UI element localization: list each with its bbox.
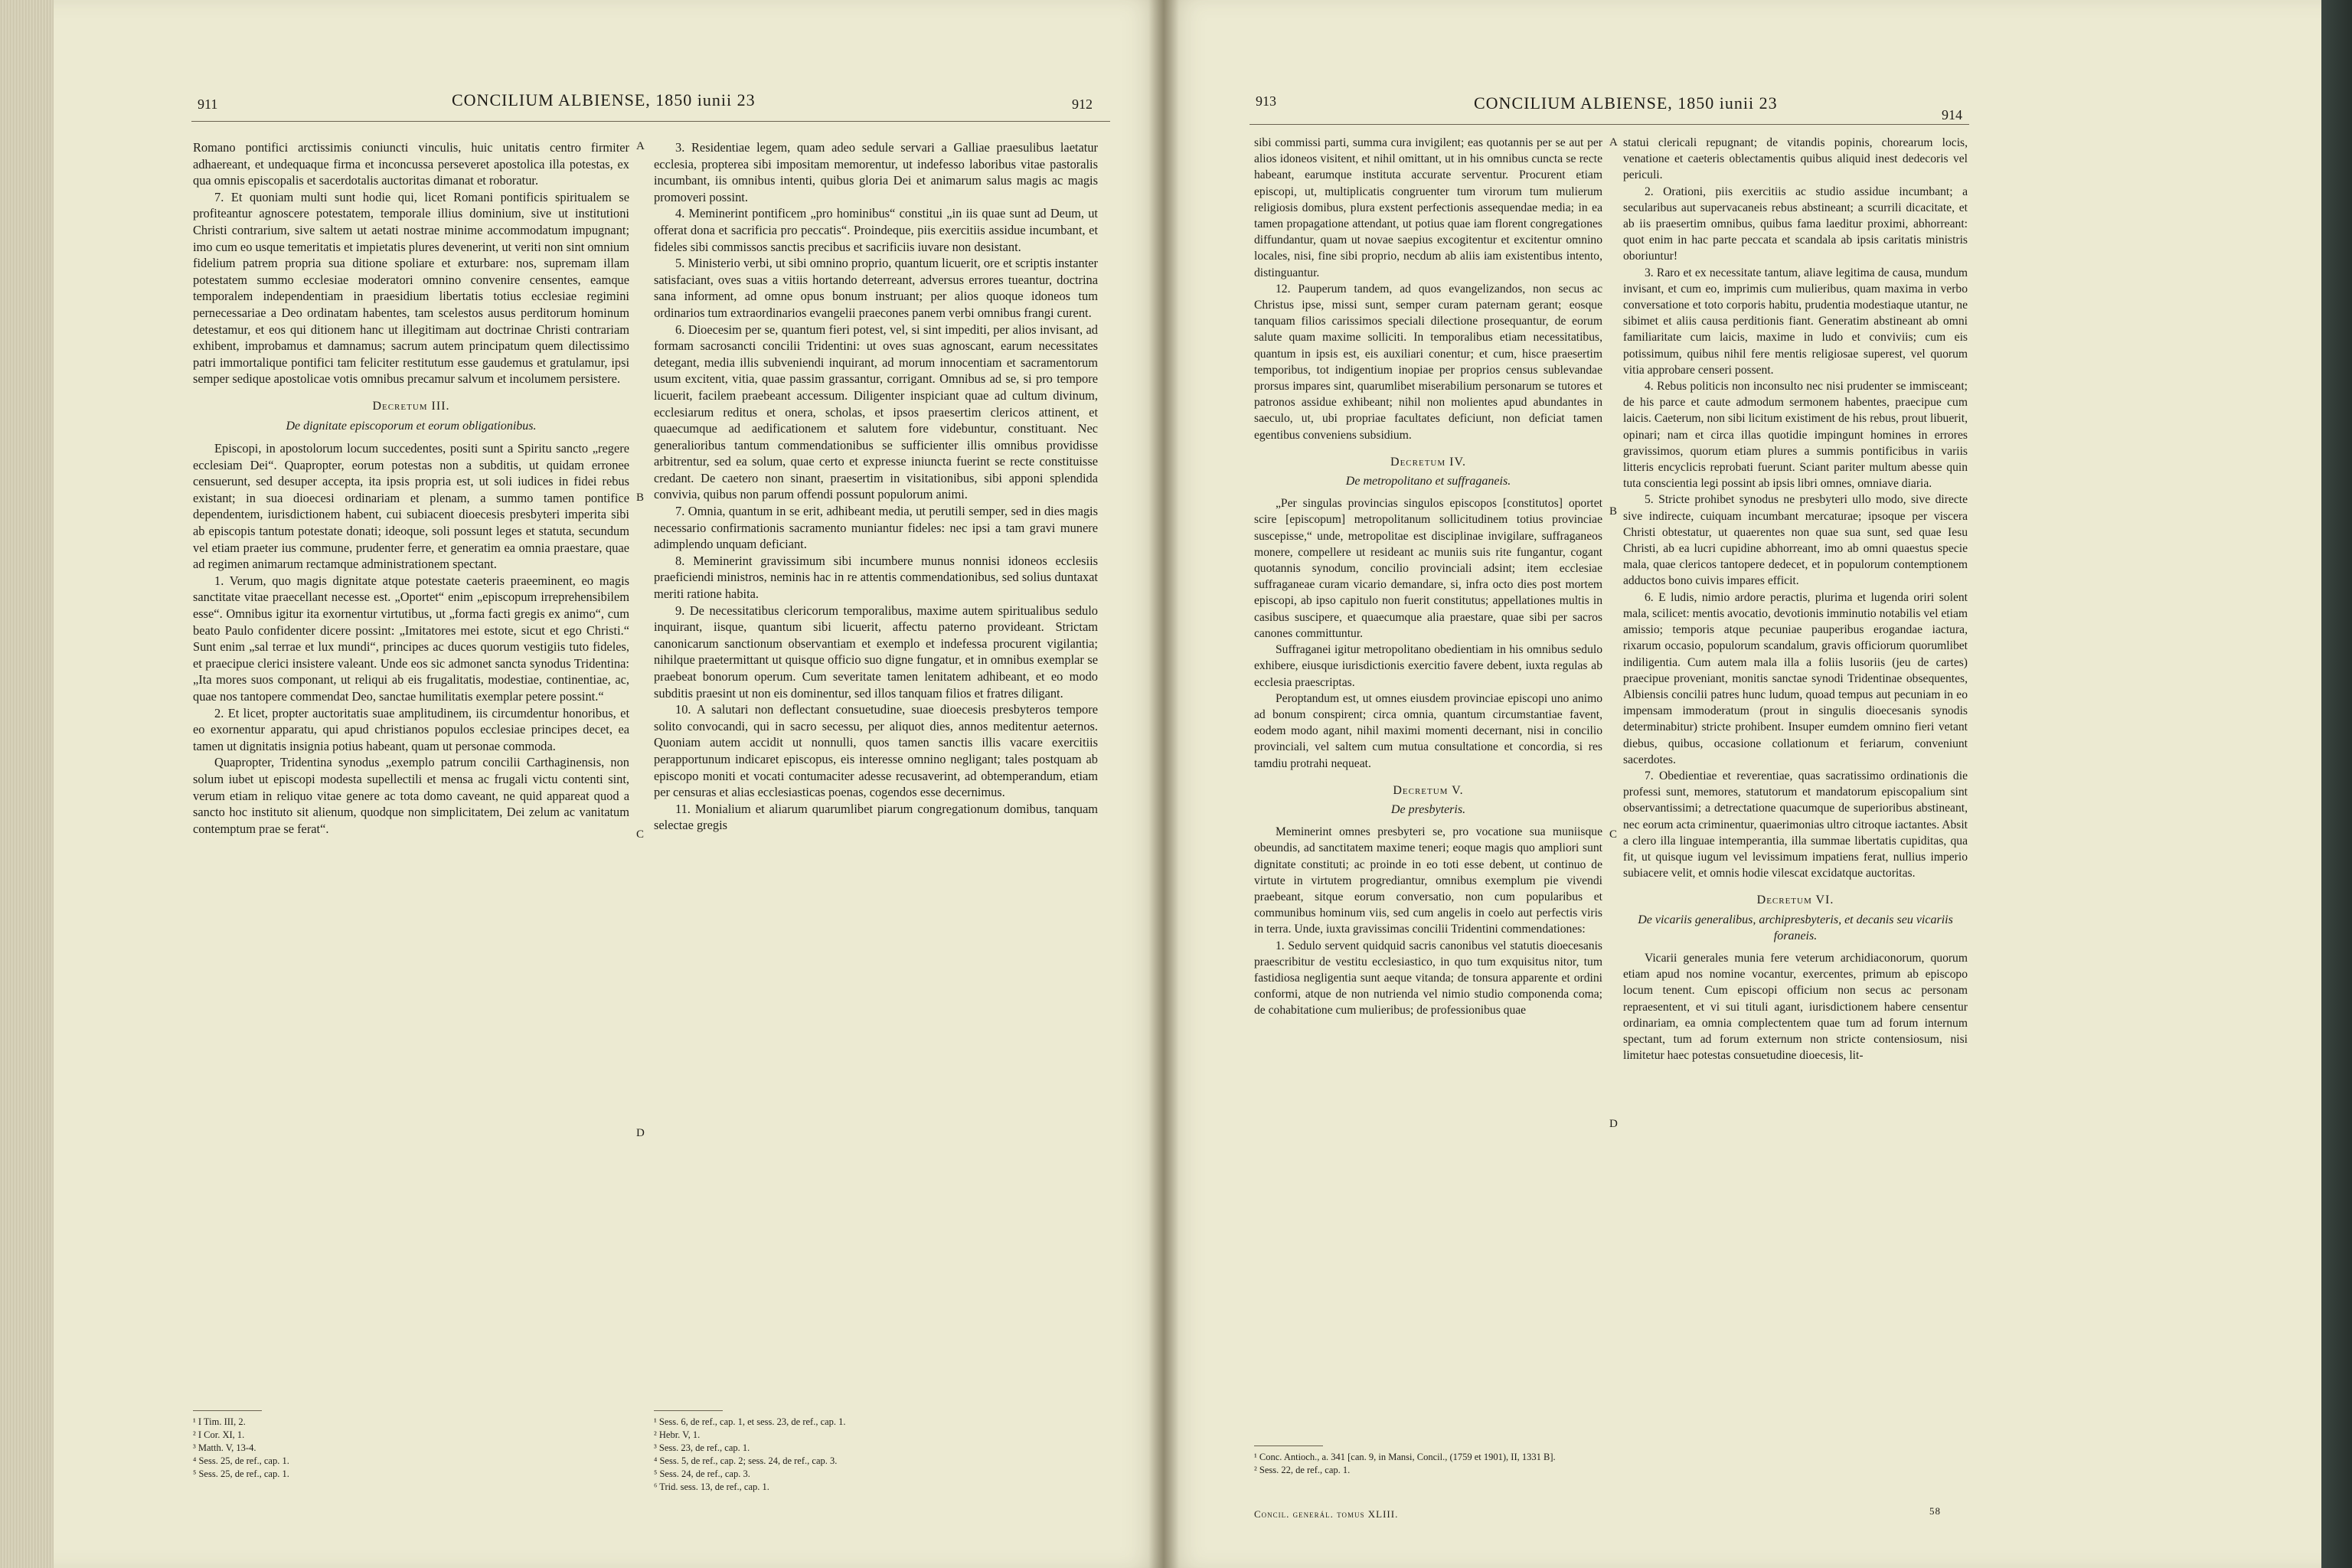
paragraph: „Per singulas provincias singulos episcopos [constitutos] oportet scire [episcopum] metropolitanum sollicitudinem totius provinciae suscepisse,“ unde, metropolitae est disciplinae invigilare, suffraganeos monere, compellere ut resideant ac muniis suis rite fungantur, cogant quotannis synodum, concilio provinciali adsint; item ecclesiae suffraganeae curam vicario demandare, si, infra octo dies post mortem episcopi, ab ipso capitulo non fuerit constitutus; appellationes multis in casibus suscipere, et quaecumque alia praestare, quae sibi per sacros canones committuntur. (1254, 497, 1602, 640)
left-page (54, 0, 1164, 1568)
decree-title: Decretum III. (372, 399, 450, 413)
decree-subtitle: De vicariis generalibus, archipresbyteris, et decanis seu vicariis foraneis. (1638, 913, 1953, 942)
paragraph: 7. Obedientiae et reverentiae, quas sacratissimo ordinationis die professi sunt, memores, statutorum et mandatorum episcopalium sint observantissimi; a detrectatione quacumque de superioribus abstineant, nec eorum acta criminentur, quaerimonias ultro citroque iactantes. Absit a clero illa linguae intemperantia, illa summae libertatis cupiditas, qua fit, ut quisque iugum vel levissimum impatiens ferat, nullius imperio subiacere velit, et omnis hodie vilescat excidatque auctoritas. (1623, 769, 1968, 880)
running-head-left: CONCILIUM ALBIENSE, 1850 iunii 23 (452, 90, 756, 109)
decree-subtitle: De dignitate episcoporum et eorum obligationibus. (286, 419, 537, 433)
paragraph: 11. Monialium et aliarum quarumlibet piarum congregationum domibus, tanquam selectae gregis (654, 801, 1098, 833)
paragraph: 4. Rebus politicis non inconsulto nec nisi prudenter se immisceant; de his parce et caute admodum sermonem habentes, praecipue cum laicis. Caeterum, non sibi licitum existiment de his rebus, prout libuerit, opinari; nam et circa illas quotidie impingunt homines in errores gravissimos, quorum etiam plures a summis pontificibus in variis litteris encyclicis reprobati fuerunt. Sciant pariter multum abesse quin tuta conscientia legi possint ab ipsis libri omnes, omniave diaria. (1623, 380, 1968, 491)
footnote: ² Hebr. V, 1. (654, 1429, 701, 1440)
margin-letter-a: A (636, 140, 645, 152)
header-rule (191, 121, 1110, 122)
paragraph: 10. A salutari non deflectant consuetudine, suae dioecesis presbyteros tempore solito convocandi, qui in sacro secessu, per aliquot dies, annos meditentur aeternos. Quoniam autem accidit ut nonnulli, quos tamen sanctis illis vacare exercitiis perapportunum indicaret episcopus, eis interesse omnino negligant; tales postquam ab episcopo moniti et vocati contumaciter adesse recusaverint, ad obtemperandum, etiam per censuras et alias ecclesiasticas poenas, cogendos esse decernimus. (654, 702, 1098, 800)
decree-title: Decretum VI. (1756, 893, 1834, 907)
page-number-912: 912 (1072, 96, 1093, 112)
footnote: ⁴ Sess. 5, de ref., cap. 2; sess. 24, de ref., cap. 3. (654, 1455, 838, 1466)
paragraph: statui clericali repugnant; de vitandis popinis, chorearum locis, venatione et caeteris oblectamentis quibus aliquid inest dedecoris vel periculi. (1623, 136, 1968, 182)
footnote-separator (193, 1410, 262, 1411)
footnote: ⁶ Trid. sess. 13, de ref., cap. 1. (654, 1481, 769, 1492)
footnote: ⁵ Sess. 25, de ref., cap. 1. (193, 1468, 289, 1479)
paragraph: 6. Dioecesim per se, quantum fieri potest, vel, si sint impediti, per alios invisant, ad formam sacrosancti concilii Tridentini: ut oves suas agnoscant, earum necessitates detegant, media illis subveniendi inquirant, ad morum innocentiam et sacramentorum usum excitent, vitia, quae passim grassantur, corrigant. Omnibus ad se, si pro tempore licuerit, facilem praebeant accessum. Diligenter inspiciant quae ad cultum divinum, ecclesiarum reditus et onera, scholas, et ipsos praesertim clericos attinent, et quaecumque ad aedificationem et salutem fore videbuntur, constituant. Nec generalioribus tantum commendationibus se sufficienter illis omnibus providisse arbitrentur, sed ea solum, quae certo et expresse iniuncta fuerint se recte constituisse credant. De caetero non sinant, praesertim in visitationibus, sibi apponi splendida convivia, quibus non parum offendi possunt populorum animi. (654, 322, 1098, 502)
footnote: ⁴ Sess. 25, de ref., cap. 1. (193, 1455, 289, 1466)
running-head-right: CONCILIUM ALBIENSE, 1850 iunii 23 (1474, 93, 1778, 113)
paragraph: Suffraganei igitur metropolitano obedientiam in his omnibus sedulo exhibere, eiusque iurisdictionis exercitio favere debent, iuxta regulas ab ecclesia praescriptas. (1254, 643, 1602, 689)
page-number-913: 913 (1256, 93, 1276, 109)
paragraph: sibi commissi parti, summa cura invigilent; eas quotannis per se aut per alios idoneos visitent, et nihil omittant, ut in his omnibus cuncta se recte habeant, earumque instituta accurate serventur. Procurent etiam episcopi, ut, multiplicatis congruenter tum virorum tum mulierum religiosis domibus, plura exstent perfectionis assequendae media; in ea tamen propagatione attendant, ut potius quae iam florent congregationes diffundantur, quam ut novae saepius excogitentur et excitentur omnino locales, nisi, fine sibi proprio, necdum ab aliis iam existentibus intento, distinguantur. (1254, 136, 1602, 279)
decree-subtitle: De presbyteris. (1390, 802, 1466, 816)
paragraph: Quapropter, Tridentina synodus „exemplo patrum concilii Carthaginensis, non solum iubet ut episcopi modesta supellectili et mensa ac frugali victu contenti sint, verum etiam in reliquo vitae genere ac tota domo caveant, ne quid appareat quod a sancto hoc instituto sit alienum, quodque non simplicitatem, Dei zelum ac vanitatum contemptum prae se ferat“. (193, 755, 629, 836)
footnotes-right-col-1 (1254, 1446, 1556, 1477)
paragraph: 7. Omnia, quantum in se erit, adhibeant media, ut perutili semper, sed in dies magis necessario confirmationis sacramento muniantur fideles: nec ipsi a tam gravi munere adimplendo unquam deficiant. (654, 504, 1098, 552)
paragraph: 12. Pauperum tandem, ad quos evangelizandos, non secus ac Christus ipse, missi sunt, semper curam paternam gerant; eosque tanquam filios carissimos speciali dilectione prosequantur, de eorum salute quam maxime solliciti. In temporalibus etiam necessitatibus, quantum in ipsis est, eis auxiliari conentur; et cum, hisce praesertim temporibus, tot indigentium inopiae per proprios census sublevandae prorsus impares sint, quarumlibet miserabilium personarum se tutores et patronos assidue exhibeant; nihil non molientes apud abundantes in saeculo, ut, ubi propriae facultates deficiunt, non deficiat tamen egentibus conveniens subsidium. (1254, 282, 1602, 442)
right-page-column-2 (1623, 135, 1968, 1498)
signature-line: Concil. generál. tomus XLIII. (1254, 1508, 1399, 1520)
paragraph: 7. Et quoniam multi sunt hodie qui, licet Romani pontificis spiritualem se profiteantur agnoscere potestatem, temporale illius dominium, sive ut institutioni Christi contrarium, sive saltem ut aetati nostrae minime accommodatum impugnant; imo cum eo usque temeritatis et impietatis plures devenerint, ut veriti non sint omnium fidelium patrem propria sua ditione spoliare et exturbare: nos, supremam illam potestatem summo ecclesiae moderatori omnino convenire censentes, eamque temporalem independentiam in praesidium libertatis totius ecclesiae regimini pernecessariae a Deo ordinatam habentes, tam scelestos ausus perditorum hominum detestamur, et eos qui ditionem hanc ut illegitimam aut doctrinae Christi contrariam exhibent, improbamus et damnamus; sacrum autem principatum quem dilectissimo patri immortalique pontifici tam feliciter restitutum esse gaudemus et gratulamur, ipsi semper sedique apostolicae votis omnibus precamur salvum et incolumem persistere. (193, 189, 629, 387)
paragraph: Vicarii generales munia fere veterum archidiaconorum, quorum etiam apud nos nomine vocantur, exercentes, primum ab episcopo locum tenent. Cum episcopi officium non secus ac personam repraesentent, et vi sui tituli agant, iurisdictionem habere censentur ordinariam, ea omnia complectentem quae tum ad forum internum spectant, tum ad forum externum non stricte contensiosum, nisi limitetur haec potestas consuetudine dioecesis, lit- (1623, 951, 1968, 1063)
paragraph: 1. Sedulo servent quidquid sacris canonibus vel statutis dioecesanis praescribitur de vestitu ecclesiastico, in quo tum exquisitus nitor, tum fastidiosa negligentia sunt aeque vitanda; de tonsura apparente et ordini conformi, atque de non nutrienda vel nimio studio componenda coma; de cohabitatione cum mulieribus; de professionibus quae (1254, 939, 1602, 1018)
paragraph: Romano pontifici arctissimis coniuncti vinculis, huic unitatis centro firmiter adhaereant, et undequaque firma et inconcussa perseveret apostolica illa potestas, ex qua omnis episcopalis et sacerdotalis auctoritas dimanat et roboratur. (193, 140, 629, 188)
page-number-914: 914 (1942, 107, 1962, 122)
paragraph: 8. Meminerint gravissimum sibi incumbere munus nonnisi idoneos ecclesiis praeficiendi ministros, neminis hac in re attentis commendationibus, sed solius duntaxat meriti ratione habita. (654, 553, 1098, 602)
footnotes-left-col-2 (654, 1410, 846, 1494)
header-rule (1250, 124, 1969, 125)
footnote: ¹ Sess. 6, de ref., cap. 1, et sess. 23, de ref., cap. 1. (654, 1416, 846, 1427)
right-page-column-1 (1254, 135, 1602, 1436)
footnote: ¹ Conc. Antioch., a. 341 [can. 9, in Mansi, Concil., (1759 et 1901), II, 1331 B]. (1254, 1452, 1556, 1462)
page-edges-right (2321, 0, 2352, 1568)
page-edges-left (0, 0, 54, 1568)
margin-letter-d: D (1609, 1118, 1618, 1130)
paragraph: 2. Orationi, piis exercitiis ac studio assidue incumbant; a secularibus aut supervacaneis rebus abstineant; a scurrili dicacitate, et ab iis praesertim omnibus, quibus fama laeditur proximi, abhorreant: quot enim in hac parte peccata et scandala ab ipsis caritatis ministris oboriuntur! (1623, 185, 1968, 263)
margin-letter-c: C (636, 828, 645, 841)
footnote: ³ Sess. 23, de ref., cap. 1. (654, 1442, 750, 1453)
decree-subtitle: De metropolitano et suffraganeis. (1345, 475, 1511, 488)
margin-letter-b: B (636, 492, 645, 504)
footnote: ¹ I Tim. III, 2. (193, 1416, 246, 1427)
book-gutter (1148, 0, 1179, 1568)
paragraph: 5. Ministerio verbi, ut sibi omnino proprio, quantum licuerit, ore et scriptis instanter satisfaciant, oves suas a vitiis hortando deterreant, adversus errores tueantur, doctrina sana informent, ad omne opus bonum instruant; per alios quoque idoneos tum ordinarios tum extraordinarios evangelii praecones panem verbi omnibus frangi curent. (654, 256, 1098, 320)
footnotes-left-col-1 (193, 1410, 289, 1481)
signature-number: 58 (1929, 1505, 1941, 1517)
paragraph: 3. Residentiae legem, quam adeo sedule servari a Galliae praesulibus laetatur ecclesia, propterea sibi impositam memorentur, ut indefesso laboribus vitae pastoralis incumbant, iis omnibus intenti, quibus gloria Dei et animarum salus magis ac magis promoveri possint. (654, 140, 1098, 204)
footnote: ³ Matth. V, 13-4. (193, 1442, 256, 1453)
left-page-column-1 (193, 139, 629, 1395)
paragraph: 5. Stricte prohibet synodus ne presbyteri ullo modo, sive directe sive indirecte, cuiquam incumbant mercaturae; ipsoque per viscera Christi obtestatur, ut quaerentes non quae sua sunt, sed quae Iesu Christi, ab ea lucri cupidine abhorreant, imo ab omni quaestus specie mala, quae clericos tantopere dedecet, et in populorum contemptionem adductos bono cuivis impares efficit. (1623, 493, 1968, 588)
paragraph: 6. E ludis, nimio ardore peractis, plurima et lugenda oriri solent mala, scilicet: mentis avocatio, devotionis imminutio notabilis vel etiam amissio; temporis atque pecuniae pauperibus erogandae iactura, rixarum occasio, populorum scandalum, gravis officiorum quorumlibet indiligentia. Cum autem mala illa a foliis lusoriis (jeu de cartes) praecipue proveniant, monitis sanctae synodi Tridentinae obsequentes, Albiensis concilii patres hunc ludum, quoad tempus aut pecuniam in eo impensam immoderatum (prout in singulis dioecesanis synodis determinabitur) stricte prohibent. Insuper eumdem omnino fieri vetant diebus, quibus, occasione collationum et feriarum, conveniunt sacerdotes. (1623, 590, 1968, 766)
paragraph: 9. De necessitatibus clericorum temporalibus, maxime autem spiritualibus sedulo inquirant, iisque, quantum sibi licuerit, affectu paterno provideant. Strictam canonicarum sanctionum observantiam et exemplo et indefessa procurent vigilantia; nihilque praetermittant ut quisque officio suo digne fungatur, et in omnibus exemplar se praebeat bonorum operum. Cum severitate tamen lenitatem adhibeant, et eo modo subditis praesint ut non eis dominentur, sed illos tanquam filios et fratres diligant. (654, 603, 1098, 701)
decree-title: Decretum V. (1393, 783, 1464, 797)
paragraph: 2. Et licet, propter auctoritatis suae amplitudinem, iis circumdentur honoribus, et eo exornentur apparatu, qui apud christianos populos ecclesiae principes decet, ea tamen ut dignitatis insignia potius habeant, quam ut personae commoda. (193, 705, 629, 753)
margin-letter-d: D (636, 1127, 645, 1139)
footnote: ² I Cor. XI, 1. (193, 1429, 245, 1440)
page-number-911: 911 (198, 96, 218, 112)
paragraph: Peroptandum est, ut omnes eiusdem provinciae episcopi uno animo ad bonum conspirent; circa omnia, quantum circumstantiae favent, eodem modo agant, nihil maximi momenti decernant, nisi in concilio provinciali, vel saltem cum mutua consultatione et concordia, si res tamdiu protrahi nequeat. (1254, 691, 1602, 770)
footnote: ⁵ Sess. 24, de ref., cap. 3. (654, 1468, 750, 1479)
footnote: ² Sess. 22, de ref., cap. 1. (1254, 1465, 1351, 1475)
paragraph: Episcopi, in apostolorum locum succedentes, positi sunt a Spiritu sancto „regere ecclesiam Dei“. Quapropter, eorum potestas non a subditis, ut quidam erronee censuerunt, sed desuper accepta, ita ipsis propria est, ut soli iudices in fidei rebus existant; in sua dioecesi ordinariam et plenam, a summo tamen pontifice dependentem, iurisdictionem habent, cui subiacent dioecesis presbyteri imperita sibi ab episcopis tantum potestate donati; ideoque, soli possunt leges et statuta, secundum vel etiam praeter ius commune, prudenter ferre, et generatim ea omnia praestare, quae ad regimen animarum rectamque administrationem spectant. (193, 441, 629, 572)
margin-letter-b: B (1609, 505, 1618, 518)
left-page-column-2 (654, 139, 1098, 1395)
decree-title: Decretum IV. (1390, 455, 1466, 469)
paragraph: Meminerint omnes presbyteri se, pro vocatione sua muniisque obeundis, ad sanctitatem maxime teneri; eoque magis quo ampliori sunt dignitate constituti; ac proinde in eo toti esse debent, ut continuo de virtute in virtutem progrediantur, omnibus exemplum pie vivendi praebeant, sitque eorum conversatio, non cum popularibus et communibus hominum viis, sed cum angelis in coelo aut perfectis viris in terra. Unde, iuxta gravissimas concilii Tridentini commendationes: (1254, 825, 1602, 936)
paragraph: 1. Verum, quo magis dignitate atque potestate caeteris praeeminent, eo magis sanctitate vitae praecellant necesse est. „Oportet“ enim „episcopum irreprehensibilem esse“. Omnibus igitur ita exornentur virtutibus, ut „forma facti gregis ex animo“, cum beato Paulo confidenter dicere possint: „Imitatores mei estote, sicut et ego Christi.“ Sunt enim „sal terrae et lux mundi“, principes ac duces quorum vestigiis tuto fideles, et praecipue clerici insistere valeant. Unde eos sic admonet sancta synodus Tridentina: „Ita mores suos componant, ut reliqui ab eis frugalitatis, modestiae, continentiae, ac, quae nos tantopere commendat Deo, sanctae humilitatis exemplar petere possint.“ (193, 573, 629, 704)
margin-letter-a: A (1609, 136, 1618, 149)
right-page (1164, 0, 2321, 1568)
footnote-separator (654, 1410, 723, 1411)
paragraph: 3. Raro et ex necessitate tantum, aliave legitima de causa, mundum invisant, et cum eo, imprimis cum mulieribus, quam maxima in verbo conversatione et toto corporis habitu, prudentia modestiaque utantur, ne sibimet et aliis causa perditionis fiant. Generatim abstineant ab omni familiaritate cum laicis, maxime in ludo et conviviis; cum eis potissimum, quibus nihil fere mentis religiosae superest, vel quorum vitia approbare censeri possent. (1623, 266, 1968, 377)
paragraph: 4. Meminerint pontificem „pro hominibus“ constitui „in iis quae sunt ad Deum, ut offerat dona et sacrificia pro peccatis“. Proindeque, piis exercitiis assidue incumbant, et fideles sibi commissos sanctis precibus et sacrificiis iuvare non desistant. (654, 206, 1098, 254)
margin-letter-c: C (1609, 828, 1618, 841)
